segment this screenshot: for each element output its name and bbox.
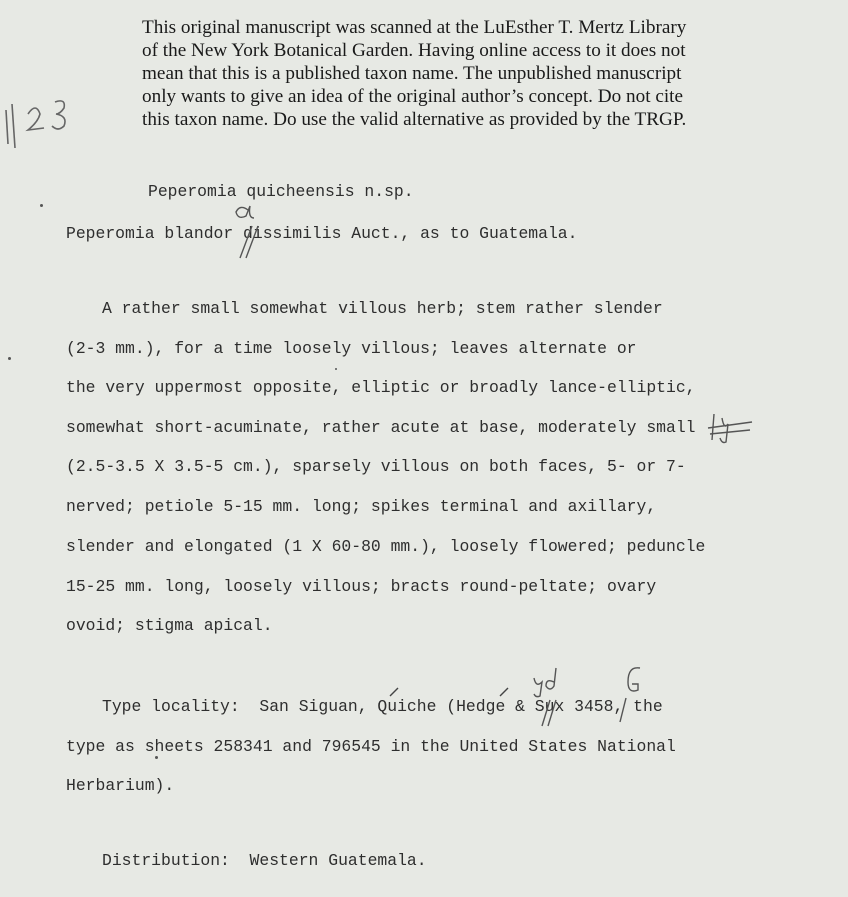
- accent-mark: [498, 686, 510, 698]
- handwritten-correction-yd: [524, 664, 568, 728]
- paper-speck: [40, 204, 43, 207]
- type-locality-line: Type locality: San Siguan, Quiche (Hedge & Sux 3458, the: [102, 697, 663, 716]
- paper-speck: [335, 368, 337, 370]
- disclaimer-line: this taxon name. Do use the valid alternative as provided by the TRGP.: [142, 109, 687, 130]
- disclaimer-line: mean that this is a published taxon name. The unpublished manuscript: [142, 63, 682, 84]
- description-line: A rather small somewhat villous herb; stem rather slender: [102, 299, 663, 318]
- handwritten-correction-ly: [706, 410, 754, 446]
- distribution-line: Distribution: Western Guatemala.: [102, 851, 427, 870]
- paper-speck: [8, 357, 11, 360]
- handwritten-correction-g: [612, 662, 648, 726]
- description-line: somewhat short-acuminate, rather acute at base, moderately small: [66, 418, 696, 437]
- description-line: nerved; petiole 5-15 mm. long; spikes terminal and axillary,: [66, 497, 657, 516]
- handwritten-correction-a: [228, 196, 268, 260]
- disclaimer-line: only wants to give an idea of the original author’s concept. Do not cite: [142, 86, 684, 107]
- species-name: Peperomia quicheensis n.sp.: [148, 182, 414, 201]
- description-line: (2.5-3.5 X 3.5-5 cm.), sparsely villous on both faces, 5- or 7-: [66, 457, 686, 476]
- description-line: (2-3 mm.), for a time loosely villous; leaves alternate or: [66, 339, 637, 358]
- description-line: ovoid; stigma apical.: [66, 616, 273, 635]
- disclaimer-line: This original manuscript was scanned at the LuEsther T. Mertz Library: [142, 17, 687, 38]
- species-synonym: Peperomia blandor dissimilis Auct., as to Guatemala.: [66, 224, 578, 243]
- description-line: 15-25 mm. long, loosely villous; bracts round-peltate; ovary: [66, 577, 657, 596]
- description-line: the very uppermost opposite, elliptic or broadly lance-elliptic,: [66, 378, 696, 397]
- description-line: slender and elongated (1 X 60-80 mm.), loosely flowered; peduncle: [66, 537, 706, 556]
- type-locality-line: Herbarium).: [66, 776, 175, 795]
- disclaimer-line: of the New York Botanical Garden. Having online access to it does not: [142, 40, 686, 61]
- accent-mark: [388, 686, 400, 698]
- type-locality-line: type as sheets 258341 and 796545 in the United States National: [66, 737, 676, 756]
- paper-speck: [155, 756, 158, 759]
